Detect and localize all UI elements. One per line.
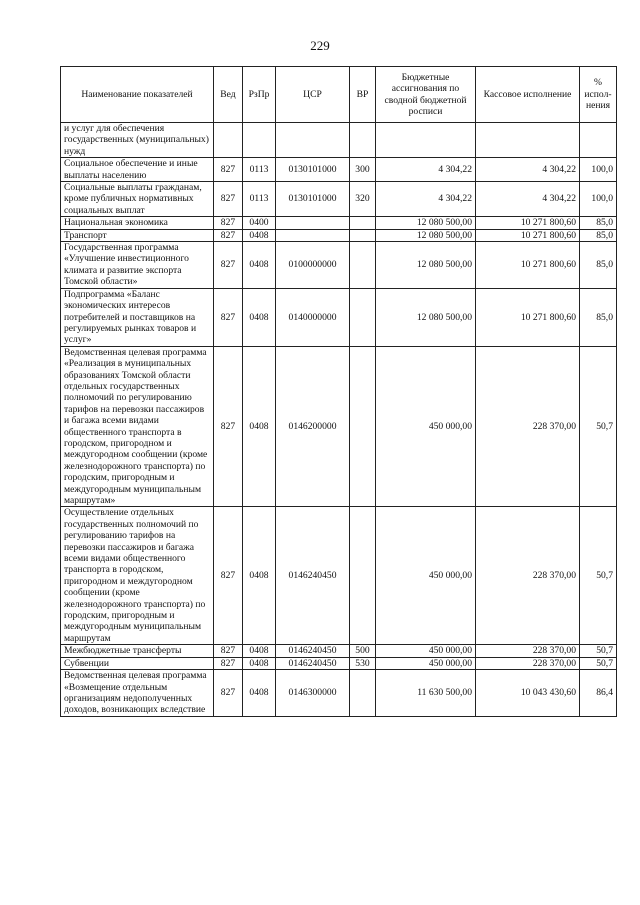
cell-csr: 0146300000 (276, 670, 350, 717)
table-row (61, 288, 617, 346)
cell-vr (350, 217, 376, 229)
cell-vr (350, 123, 376, 158)
header-percent: % испол-нения (580, 67, 617, 123)
cell-csr: 0146240450 (276, 645, 350, 657)
cell-csr: 0140000000 (276, 288, 350, 346)
table-row (61, 158, 617, 182)
cell-budget (376, 123, 476, 158)
cell-budget: 11 630 500,00 (376, 670, 476, 717)
cell-budget: 450 000,00 (376, 507, 476, 645)
cell-budget: 450 000,00 (376, 645, 476, 657)
cell-vr (350, 229, 376, 241)
cell-rzpr: 0408 (243, 670, 276, 717)
cell-vr: 300 (350, 158, 376, 182)
header-vr: ВР (350, 67, 376, 123)
header-csr: ЦСР (276, 67, 350, 123)
cell-budget: 4 304,22 (376, 158, 476, 182)
cell-ved: 827 (214, 346, 243, 507)
cell-cash: 4 304,22 (476, 158, 580, 182)
cell-cash: 10 043 430,60 (476, 670, 580, 717)
cell-rzpr: 0408 (243, 229, 276, 241)
cell-vr (350, 288, 376, 346)
cell-budget: 12 080 500,00 (376, 229, 476, 241)
budget-execution-table (60, 66, 617, 717)
header-budget: Бюджетные ассигнования по сводной бюджетной росписи (376, 67, 476, 123)
cell-csr: 0130101000 (276, 182, 350, 217)
cell-rzpr (243, 123, 276, 158)
cell-cash: 10 271 800,60 (476, 242, 580, 289)
cell-vr: 320 (350, 182, 376, 217)
cell-csr: 0146200000 (276, 346, 350, 507)
table-row (61, 670, 617, 717)
cell-ved: 827 (214, 657, 243, 669)
cell-vr (350, 346, 376, 507)
table-row (61, 346, 617, 507)
cell-percent: 100,0 (580, 182, 617, 217)
cell-name: Подпрограмма «Баланс экономических интересов потребителей и поставщиков на регулируемых рынках товаров и услуг» (61, 288, 214, 346)
page-number: 229 (310, 38, 330, 53)
cell-rzpr: 0408 (243, 507, 276, 645)
cell-percent: 50,7 (580, 657, 617, 669)
table-row (61, 229, 617, 241)
cell-percent: 85,0 (580, 288, 617, 346)
cell-name: Межбюджетные трансферты (61, 645, 214, 657)
cell-rzpr: 0408 (243, 657, 276, 669)
cell-ved: 827 (214, 217, 243, 229)
table-row (61, 123, 617, 158)
cell-budget: 450 000,00 (376, 346, 476, 507)
cell-name: Социальное обеспечение и иные выплаты населению (61, 158, 214, 182)
cell-ved: 827 (214, 645, 243, 657)
cell-ved (214, 123, 243, 158)
cell-cash: 228 370,00 (476, 657, 580, 669)
table-row (61, 657, 617, 669)
cell-ved: 827 (214, 507, 243, 645)
cell-csr: 0130101000 (276, 158, 350, 182)
cell-budget: 12 080 500,00 (376, 288, 476, 346)
header-name: Наименование показателей (61, 67, 214, 123)
cell-csr (276, 229, 350, 241)
cell-name: Национальная экономика (61, 217, 214, 229)
cell-budget: 12 080 500,00 (376, 242, 476, 289)
cell-rzpr: 0400 (243, 217, 276, 229)
cell-cash: 10 271 800,60 (476, 229, 580, 241)
cell-cash: 228 370,00 (476, 507, 580, 645)
cell-percent (580, 123, 617, 158)
cell-vr (350, 242, 376, 289)
table-header-row (61, 67, 617, 123)
cell-percent: 50,7 (580, 645, 617, 657)
table-row (61, 507, 617, 645)
cell-rzpr: 0408 (243, 288, 276, 346)
cell-vr: 500 (350, 645, 376, 657)
cell-vr (350, 507, 376, 645)
cell-percent: 50,7 (580, 346, 617, 507)
table-row (61, 182, 617, 217)
cell-ved: 827 (214, 242, 243, 289)
cell-ved: 827 (214, 229, 243, 241)
cell-name: Социальные выплаты гражданам, кроме публичных нормативных социальных выплат (61, 182, 214, 217)
cell-percent: 86,4 (580, 670, 617, 717)
cell-percent: 85,0 (580, 229, 617, 241)
cell-percent: 100,0 (580, 158, 617, 182)
cell-name: Ведомственная целевая программа «Возмещение отдельным организациям недополученных доходов, возникающих вследствие (61, 670, 214, 717)
table-row (61, 645, 617, 657)
cell-rzpr: 0113 (243, 182, 276, 217)
cell-ved: 827 (214, 288, 243, 346)
cell-ved: 827 (214, 182, 243, 217)
cell-csr: 0146240450 (276, 657, 350, 669)
header-ved: Вед (214, 67, 243, 123)
cell-rzpr: 0408 (243, 242, 276, 289)
cell-name: Осуществление отдельных государственных полномочий по регулированию тарифов на перевозки пассажиров и багажа всеми видами общественного транспорта в городском, пригородном и междугородном сообщении (кроме железнодорожного транспорта) по городским, пригородным и междугородным муниципальным маршрутам (61, 507, 214, 645)
cell-cash: 10 271 800,60 (476, 217, 580, 229)
cell-rzpr: 0408 (243, 645, 276, 657)
cell-name: Государственная программа «Улучшение инвестиционного климата и развитие экспорта Томской области» (61, 242, 214, 289)
cell-budget: 4 304,22 (376, 182, 476, 217)
cell-csr: 0146240450 (276, 507, 350, 645)
cell-csr (276, 123, 350, 158)
cell-ved: 827 (214, 158, 243, 182)
cell-name: Субвенции (61, 657, 214, 669)
cell-percent: 85,0 (580, 242, 617, 289)
cell-rzpr: 0113 (243, 158, 276, 182)
cell-budget: 12 080 500,00 (376, 217, 476, 229)
cell-cash (476, 123, 580, 158)
cell-rzpr: 0408 (243, 346, 276, 507)
cell-vr: 530 (350, 657, 376, 669)
header-cash: Кассовое исполнение (476, 67, 580, 123)
cell-cash: 228 370,00 (476, 645, 580, 657)
cell-name: и услуг для обеспечения государственных (муниципальных) нужд (61, 123, 214, 158)
cell-cash: 10 271 800,60 (476, 288, 580, 346)
header-rzpr: РзПр (243, 67, 276, 123)
table-row (61, 217, 617, 229)
cell-ved: 827 (214, 670, 243, 717)
cell-budget: 450 000,00 (376, 657, 476, 669)
table-row (61, 242, 617, 289)
cell-cash: 4 304,22 (476, 182, 580, 217)
cell-csr: 0100000000 (276, 242, 350, 289)
cell-percent: 85,0 (580, 217, 617, 229)
cell-name: Транспорт (61, 229, 214, 241)
cell-name: Ведомственная целевая программа «Реализация в муниципальных образованиях Томской области отдельных государственных полномочий по регулированию тарифов на перевозки пассажиров и багажа всеми видами общественного транспорта в городском, пригородном и междугородном сообщении (кроме железнодорожного транспорта) по городским, пригородным и междугородным муниципальным маршрутам» (61, 346, 214, 507)
cell-percent: 50,7 (580, 507, 617, 645)
cell-vr (350, 670, 376, 717)
cell-cash: 228 370,00 (476, 346, 580, 507)
cell-csr (276, 217, 350, 229)
